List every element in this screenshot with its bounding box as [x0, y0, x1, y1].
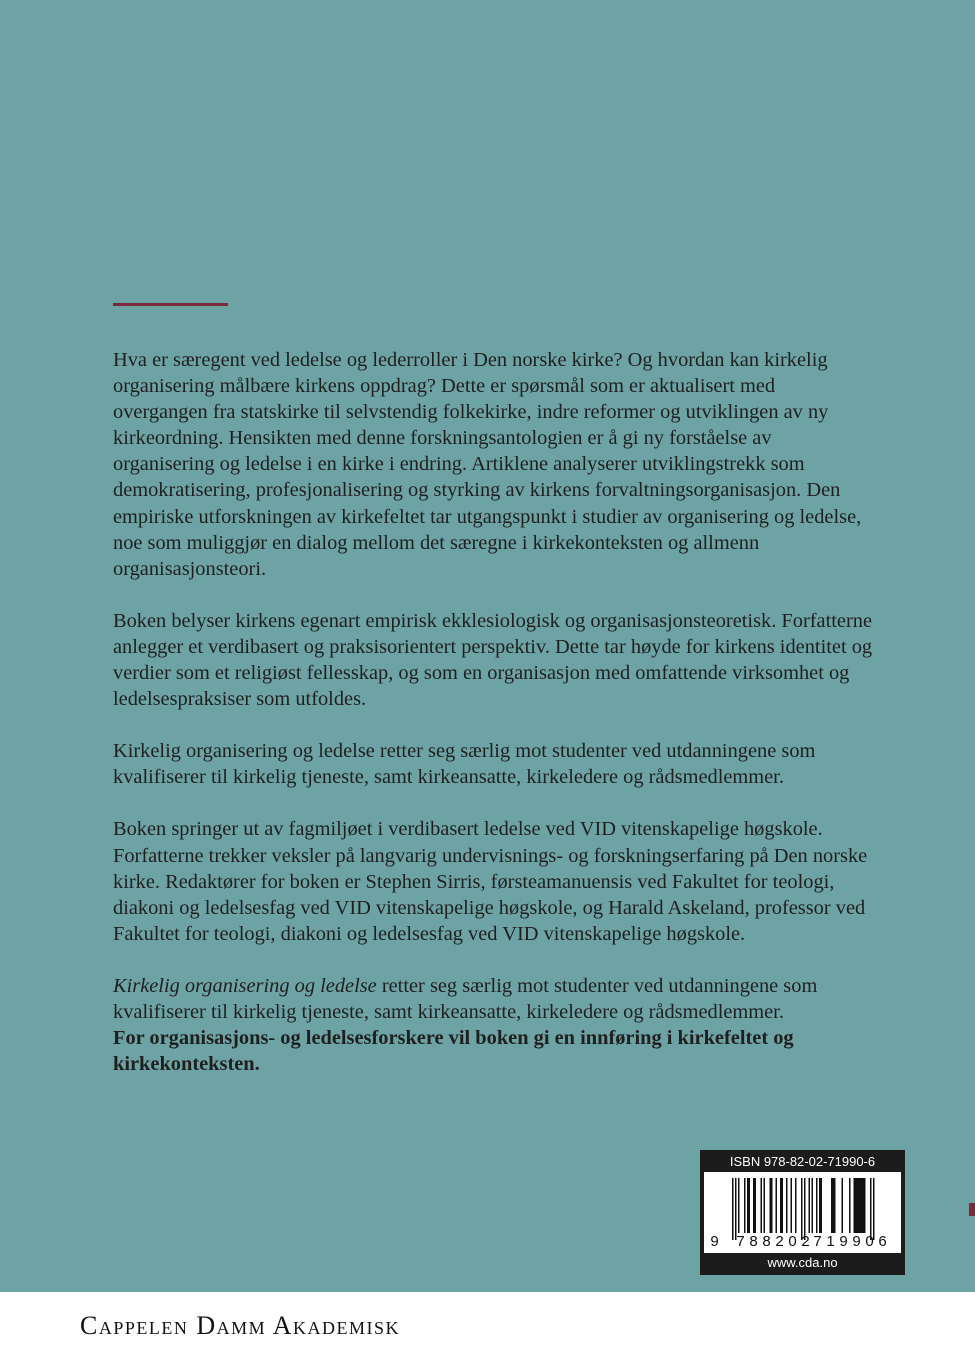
barcode-bar: [755, 1178, 757, 1233]
barcode-guard-bar: [801, 1178, 803, 1240]
barcode-bar: [780, 1178, 782, 1233]
barcode-digit: 8: [749, 1233, 758, 1250]
barcode-bar: [821, 1178, 823, 1233]
barcode-bar: [842, 1178, 844, 1233]
barcode-bar: [753, 1178, 755, 1233]
barcode-bar: [855, 1178, 857, 1233]
publisher-logo: Cappelen Damm Akademisk: [80, 1311, 400, 1340]
barcode-bar: [771, 1178, 773, 1233]
publisher-website: www.cda.no: [767, 1255, 838, 1270]
barcode-digit: 0: [788, 1233, 797, 1250]
barcode-bar: [761, 1178, 763, 1233]
isbn-box: [700, 1150, 905, 1275]
barcode-bar: [857, 1178, 859, 1233]
barcode-bar: [854, 1178, 856, 1233]
barcode-guard-bar: [804, 1178, 806, 1240]
blurb-text: [113, 347, 873, 1077]
barcode-bar: [816, 1178, 818, 1233]
blurb-paragraph-3: Kirkelig organisering og ledelse retter seg særlig mot studenter ved utdanningene som kvalifiserer til kirkelig tjeneste, samt kirkeansatte, kirkeledere og rådsmedlemmer.: [113, 740, 816, 789]
barcode-bar: [764, 1178, 766, 1233]
barcode-bar: [833, 1178, 835, 1233]
barcode-bar: [782, 1178, 784, 1233]
barcode-digit: 0: [865, 1233, 874, 1250]
barcode-bar: [858, 1178, 860, 1233]
barcode-bar: [860, 1178, 862, 1233]
barcode-digit: 1: [826, 1233, 835, 1250]
barcode-bar: [776, 1178, 778, 1233]
blurb-paragraph-4: Boken springer ut av fagmiljøet i verdibasert ledelse ved VID vitenskapelige høgskole. Forfatterne trekker veksler på langvarig undervisnings- og forskningserfaring på Den norske kirke. Redaktører for boken er Stephen Sirris, førsteamanuensis ved Fakultet for teologi, diakoni og ledelsesfag ved VID vitenskapelige høgskole, og Harald Askeland, professor ved Fakultet for teologi, diakoni og ledelsesfag ved VID vitenskapelige høgskole.: [113, 818, 868, 945]
barcode-digit: 9: [710, 1233, 719, 1250]
blurb-paragraph-2: Boken belyser kirkens egenart empirisk ekklesiologisk og organisasjonsteoretisk. Forfatterne anlegger et verdibasert og praksisorientert perspektiv. Dette tar høyde for kirkens identitet og verdier som et religiøst fellesskap, og som en organisasjon med omfattende virksomhet og ledelsespraksiser som utfoldes.: [113, 609, 873, 711]
barcode-guard-bar: [732, 1178, 734, 1240]
barcode-guard-bar: [873, 1178, 875, 1240]
barcode-bar: [749, 1178, 751, 1233]
barcode-digit: 2: [775, 1233, 784, 1250]
barcode-bar: [809, 1178, 811, 1233]
barcode-digit: 6: [878, 1233, 887, 1250]
barcode-bar: [791, 1178, 793, 1233]
barcode-bar: [747, 1178, 749, 1233]
barcode-bar: [744, 1178, 746, 1233]
barcode-bar: [738, 1178, 740, 1233]
barcode-bar: [770, 1178, 772, 1233]
accent-rule: [113, 303, 228, 306]
barcode-bar: [861, 1178, 863, 1233]
barcode-guard-bar: [870, 1178, 872, 1240]
barcode-bar: [849, 1178, 851, 1233]
barcode-digit: 7: [813, 1233, 822, 1250]
barcode-guard-bar: [735, 1178, 737, 1240]
barcode-digit: 2: [801, 1233, 810, 1250]
barcode-bar: [795, 1178, 797, 1233]
barcode-digit: 7: [736, 1233, 745, 1250]
barcode-bar: [863, 1178, 865, 1233]
barcode-digit: 9: [839, 1233, 848, 1250]
barcode-bar: [786, 1178, 788, 1233]
barcode-bar: [831, 1178, 833, 1233]
isbn-number: ISBN 978-82-02-71990-6: [729, 1154, 876, 1169]
barcode-bar: [819, 1178, 821, 1233]
blurb-paragraph-1: Hva er særegent ved ledelse og lederroller i Den norske kirke? Og hvordan kan kirkelig organisering målbære kirkens oppdrag? Dette er spørsmål som er aktualisert med overgangen fra statskirke til selvstendig folkekirke, indre reformer og utviklingen av ny kirkeordning. Hensikten med denne forskningsantologien er å gi ny forståelse av organisering og ledelse i en kirke i endring. Artiklene analyserer utviklingstrekk som demokratisering, profesjonalisering og styrking av kirkens forvaltningsorganisasjon. Den empiriske utforskningen av kirkefeltet tar utgangspunkt i studier av organisering og ledelse, noe som muliggjør en dialog mellom det særegne i kirkekonteksten og allmenn organisasjonsteori.: [113, 349, 862, 580]
book-title-italic: Kirkelig organisering og ledelse: [113, 974, 377, 997]
blurb-paragraph-5: [113, 973, 873, 1077]
barcode-bar: [834, 1178, 836, 1233]
side-mark: [969, 1203, 975, 1216]
barcode-digit: 9: [852, 1233, 861, 1250]
barcode-bar: [812, 1178, 814, 1233]
barcode-bar: [864, 1178, 866, 1233]
barcode-digit: 8: [762, 1233, 771, 1250]
blurb-bold-statement: For organisasjons- og ledelsesforskere vil boken gi en innføring i kirkefeltet og kirkekonteksten.: [113, 1027, 794, 1076]
barcode: [704, 1172, 901, 1253]
blurb-paragraph-5-text: retter seg særlig mot studenter ved utdanningene som kvalifiserer til kirkelig tjeneste, samt kirkeansatte, kirkeledere og rådsmedlemmer.: [113, 974, 818, 1023]
